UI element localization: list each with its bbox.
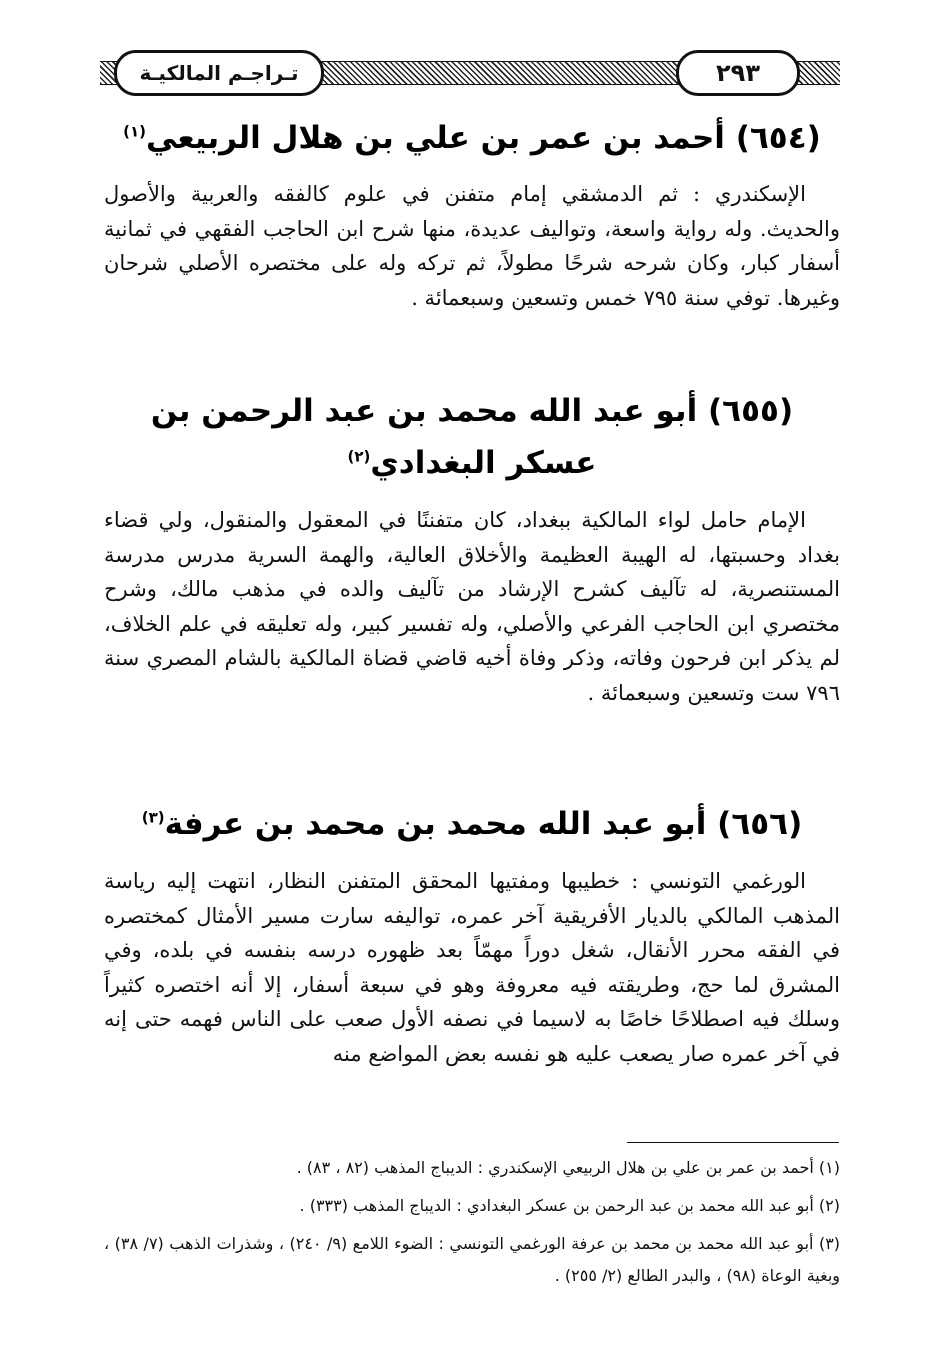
footnote-ref: (١) [123, 122, 147, 141]
entry-body: الإمام حامل لواء المالكية ببغداد، كان متفننًا في المعقول والمنقول، ولي قضاء بغداد وحسبتها، له الهيبة العظيمة والأخلاق العالية، والهمة السرية مدرس مدرسة المستنصرية، له تآليف كشرح الإرشاد من تآليف والده في مذهب مالك، وشرح مختصري ابن الحاجب الفرعي والأصلي، وله تفسير كبير، وله تعليقه في علم الخلاف، لم يذكر ابن فرحون وفاته، وذكر وفاة أخيه قاضي قضاة المالكية بالشام المصري سنة ٧٩٦ ست وتسعين وسبعمائة . [104, 508, 840, 705]
entry-number: (٦٥٦) [717, 806, 803, 842]
entry-655 [104, 385, 840, 710]
running-title [114, 50, 324, 96]
entry-654 [104, 112, 840, 315]
entry-title [104, 798, 840, 850]
entry-body: الإسكندري : ثم الدمشقي إمام متفنن في علوم كالفقه والعربية والأصول والحديث. وله رواية واسعة، وتواليف عديدة، منها شرح ابن الحاجب الفقهي في ثمانية أسفار كبار، وكان شرحه شرحًا مطولاً، ثم تركه وله على مختصره الأصلي شرحان وغيرها. توفي سنة ٧٩٥ خمس وتسعين وسبعمائة . [104, 182, 840, 310]
entry-title [104, 112, 840, 164]
footnotes [104, 1152, 840, 1298]
entry-name: أبو عبد الله محمد بن عبد الرحمن بن عسكر البغدادي [150, 393, 698, 481]
footnote-separator [627, 1142, 839, 1143]
entry-name: أحمد بن عمر بن علي بن هلال الربيعي [146, 120, 725, 156]
running-title-text: تـراجـم المالكيـة [139, 61, 299, 85]
page-header [100, 44, 840, 100]
footnote-2: (٢) أبو عبد الله محمد بن عبد الرحمن بن عسكر البغدادي : الديباج المذهب (٣٣٣) . [299, 1196, 840, 1215]
footnote-3: (٣) أبو عبد الله محمد بن محمد بن عرفة الورغمي التونسي : الضوء اللامع (٩/ ٢٤٠) ، وشذرات الذهب (٧/ ٣٨) ، وبغية الوعاة (٩٨) ، والبدر الطالع (٢/ ٢٥٥) . [104, 1234, 841, 1285]
footnote-ref: (٢) [347, 447, 371, 466]
page-number-text: ٢٩٣ [716, 59, 760, 87]
entry-name: أبو عبد الله محمد بن محمد بن عرفة [164, 806, 707, 842]
entry-body: الورغمي التونسي : خطيبها ومفتيها المحقق المتفنن النظار، انتهت إليه رياسة المذهب المالكي بالديار الأفريقية آخر عمره، تواليفه سارت مسير الأمثال كمختصره في الفقه محرر الأنقال، شغل دوراً مهمّاً بعد ظهوره درسه بنفسه في بلده، وفي المشرق لما حج، وطريقته فيه معروفة وهو في سبعة أسفار، إلا أنه اختصره كثيراً وسلك فيه اصطلاحًا خاصًا به لاسيما في نصفه الأول صعب على الناس فهمه حتى إنه في آخر عمره صار يصعب عليه هو نفسه بعض المواضع منه [104, 869, 840, 1066]
entry-title [104, 385, 840, 489]
entry-number: (٦٥٥) [708, 393, 794, 429]
footnote-ref: (٣) [141, 808, 165, 827]
entry-number: (٦٥٤) [735, 120, 821, 156]
footnote-1: (١) أحمد بن عمر بن علي بن هلال الربيعي الإسكندري : الديباج المذهب (٨٢ ، ٨٣) . [296, 1158, 840, 1177]
page-number [676, 50, 800, 96]
entry-656 [104, 798, 840, 1071]
